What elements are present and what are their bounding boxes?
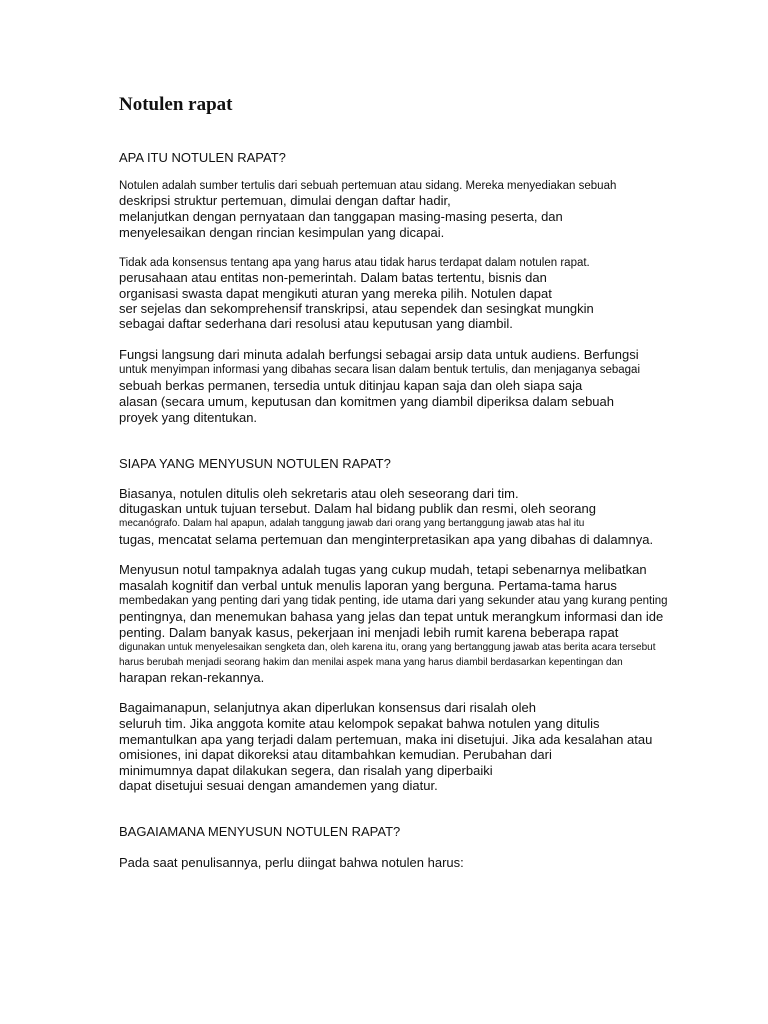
- paragraph-line: masalah kognitif dan verbal untuk menulis laporan yang berguna. Pertama-tama harus: [119, 578, 617, 593]
- paragraph-line: tugas, mencatat selama pertemuan dan menginterpretasikan apa yang dibahas di dalamnya.: [119, 532, 654, 547]
- paragraph-line: melanjutkan dengan pernyataan dan tanggapan masing-masing peserta, dan: [119, 209, 563, 224]
- paragraph-line: ser sejelas dan sekomprehensif transkripsi, atau sependek dan sesingkat mungkin: [119, 301, 594, 316]
- paragraph-line: untuk menyimpan informasi yang dibahas secara lisan dalam bentuk tertulis, dan menjaganya sebagai: [119, 364, 640, 376]
- paragraph-line: Biasanya, notulen ditulis oleh sekretaris atau oleh seseorang dari tim.: [119, 486, 519, 501]
- paragraph-line: membedakan yang penting dari yang tidak penting, ide utama dari yang sekunder atau yang kurang penting: [119, 595, 668, 607]
- paragraph-line: minimumnya dapat dilakukan segera, dan risalah yang diperbaiki: [119, 763, 493, 778]
- paragraph-line: digunakan untuk menyelesaikan sengketa dan, oleh karena itu, orang yang bertanggung jawab atas berita acara tersebut: [119, 642, 656, 653]
- paragraph-line: perusahaan atau entitas non-pemerintah. Dalam batas tertentu, bisnis dan: [119, 270, 547, 285]
- document-title: Notulen rapat: [119, 94, 233, 115]
- paragraph-line: dapat disetujui sesuai dengan amandemen yang diatur.: [119, 778, 438, 793]
- paragraph-line: pentingnya, dan menemukan bahasa yang jelas dan tepat untuk merangkum informasi dan ide: [119, 609, 664, 624]
- paragraph-line: Tidak ada konsensus tentang apa yang harus atau tidak harus terdapat dalam notulen rapat.: [119, 257, 590, 269]
- paragraph-line: Pada saat penulisannya, perlu diingat bahwa notulen harus:: [119, 855, 464, 870]
- paragraph-line: harus berubah menjadi seorang hakim dan menilai aspek mana yang harus diambil berdasarkan kepentingan dan: [119, 657, 623, 668]
- paragraph-line: menyelesaikan dengan rincian kesimpulan yang dicapai.: [119, 225, 445, 240]
- paragraph-line: omisiones, ini dapat dikoreksi atau ditambahkan kemudian. Perubahan dari: [119, 747, 552, 762]
- paragraph-line: memantulkan apa yang terjadi dalam pertemuan, maka ini disetujui. Jika ada kesalahan atau: [119, 732, 653, 747]
- section-heading-what: APA ITU NOTULEN RAPAT?: [119, 150, 286, 165]
- paragraph-line: seluruh tim. Jika anggota komite atau kelompok sepakat bahwa notulen yang ditulis: [119, 716, 600, 731]
- paragraph-line: Fungsi langsung dari minuta adalah berfungsi sebagai arsip data untuk audiens. Berfungsi: [119, 347, 639, 362]
- paragraph-line: Menyusun notul tampaknya adalah tugas yang cukup mudah, tetapi sebenarnya melibatkan: [119, 562, 647, 577]
- paragraph-line: Bagaimanapun, selanjutnya akan diperlukan konsensus dari risalah oleh: [119, 700, 536, 715]
- paragraph-line: organisasi swasta dapat mengikuti aturan yang mereka pilih. Notulen dapat: [119, 286, 552, 301]
- paragraph-line: alasan (secara umum, keputusan dan komitmen yang diambil diperiksa dalam sebuah: [119, 394, 614, 409]
- paragraph-line: deskripsi struktur pertemuan, dimulai dengan daftar hadir,: [119, 193, 451, 208]
- paragraph-line: sebagai daftar sederhana dari resolusi atau keputusan yang diambil.: [119, 316, 513, 331]
- paragraph-line: penting. Dalam banyak kasus, pekerjaan ini menjadi lebih rumit karena beberapa rapat: [119, 625, 619, 640]
- paragraph-line: Notulen adalah sumber tertulis dari sebuah pertemuan atau sidang. Mereka menyediakan sebuah: [119, 180, 617, 192]
- paragraph-line: mecanógrafo. Dalam hal apapun, adalah tanggung jawab dari orang yang bertanggung jawab atas hal itu: [119, 518, 585, 529]
- section-heading-how: BAGAIAMANA MENYUSUN NOTULEN RAPAT?: [119, 824, 401, 839]
- paragraph-line: sebuah berkas permanen, tersedia untuk ditinjau kapan saja dan oleh siapa saja: [119, 378, 583, 393]
- paragraph-line: ditugaskan untuk tujuan tersebut. Dalam hal bidang publik dan resmi, oleh seorang: [119, 501, 596, 516]
- section-heading-who: SIAPA YANG MENYUSUN NOTULEN RAPAT?: [119, 456, 391, 471]
- paragraph-line: proyek yang ditentukan.: [119, 410, 258, 425]
- paragraph-line: harapan rekan-rekannya.: [119, 670, 265, 685]
